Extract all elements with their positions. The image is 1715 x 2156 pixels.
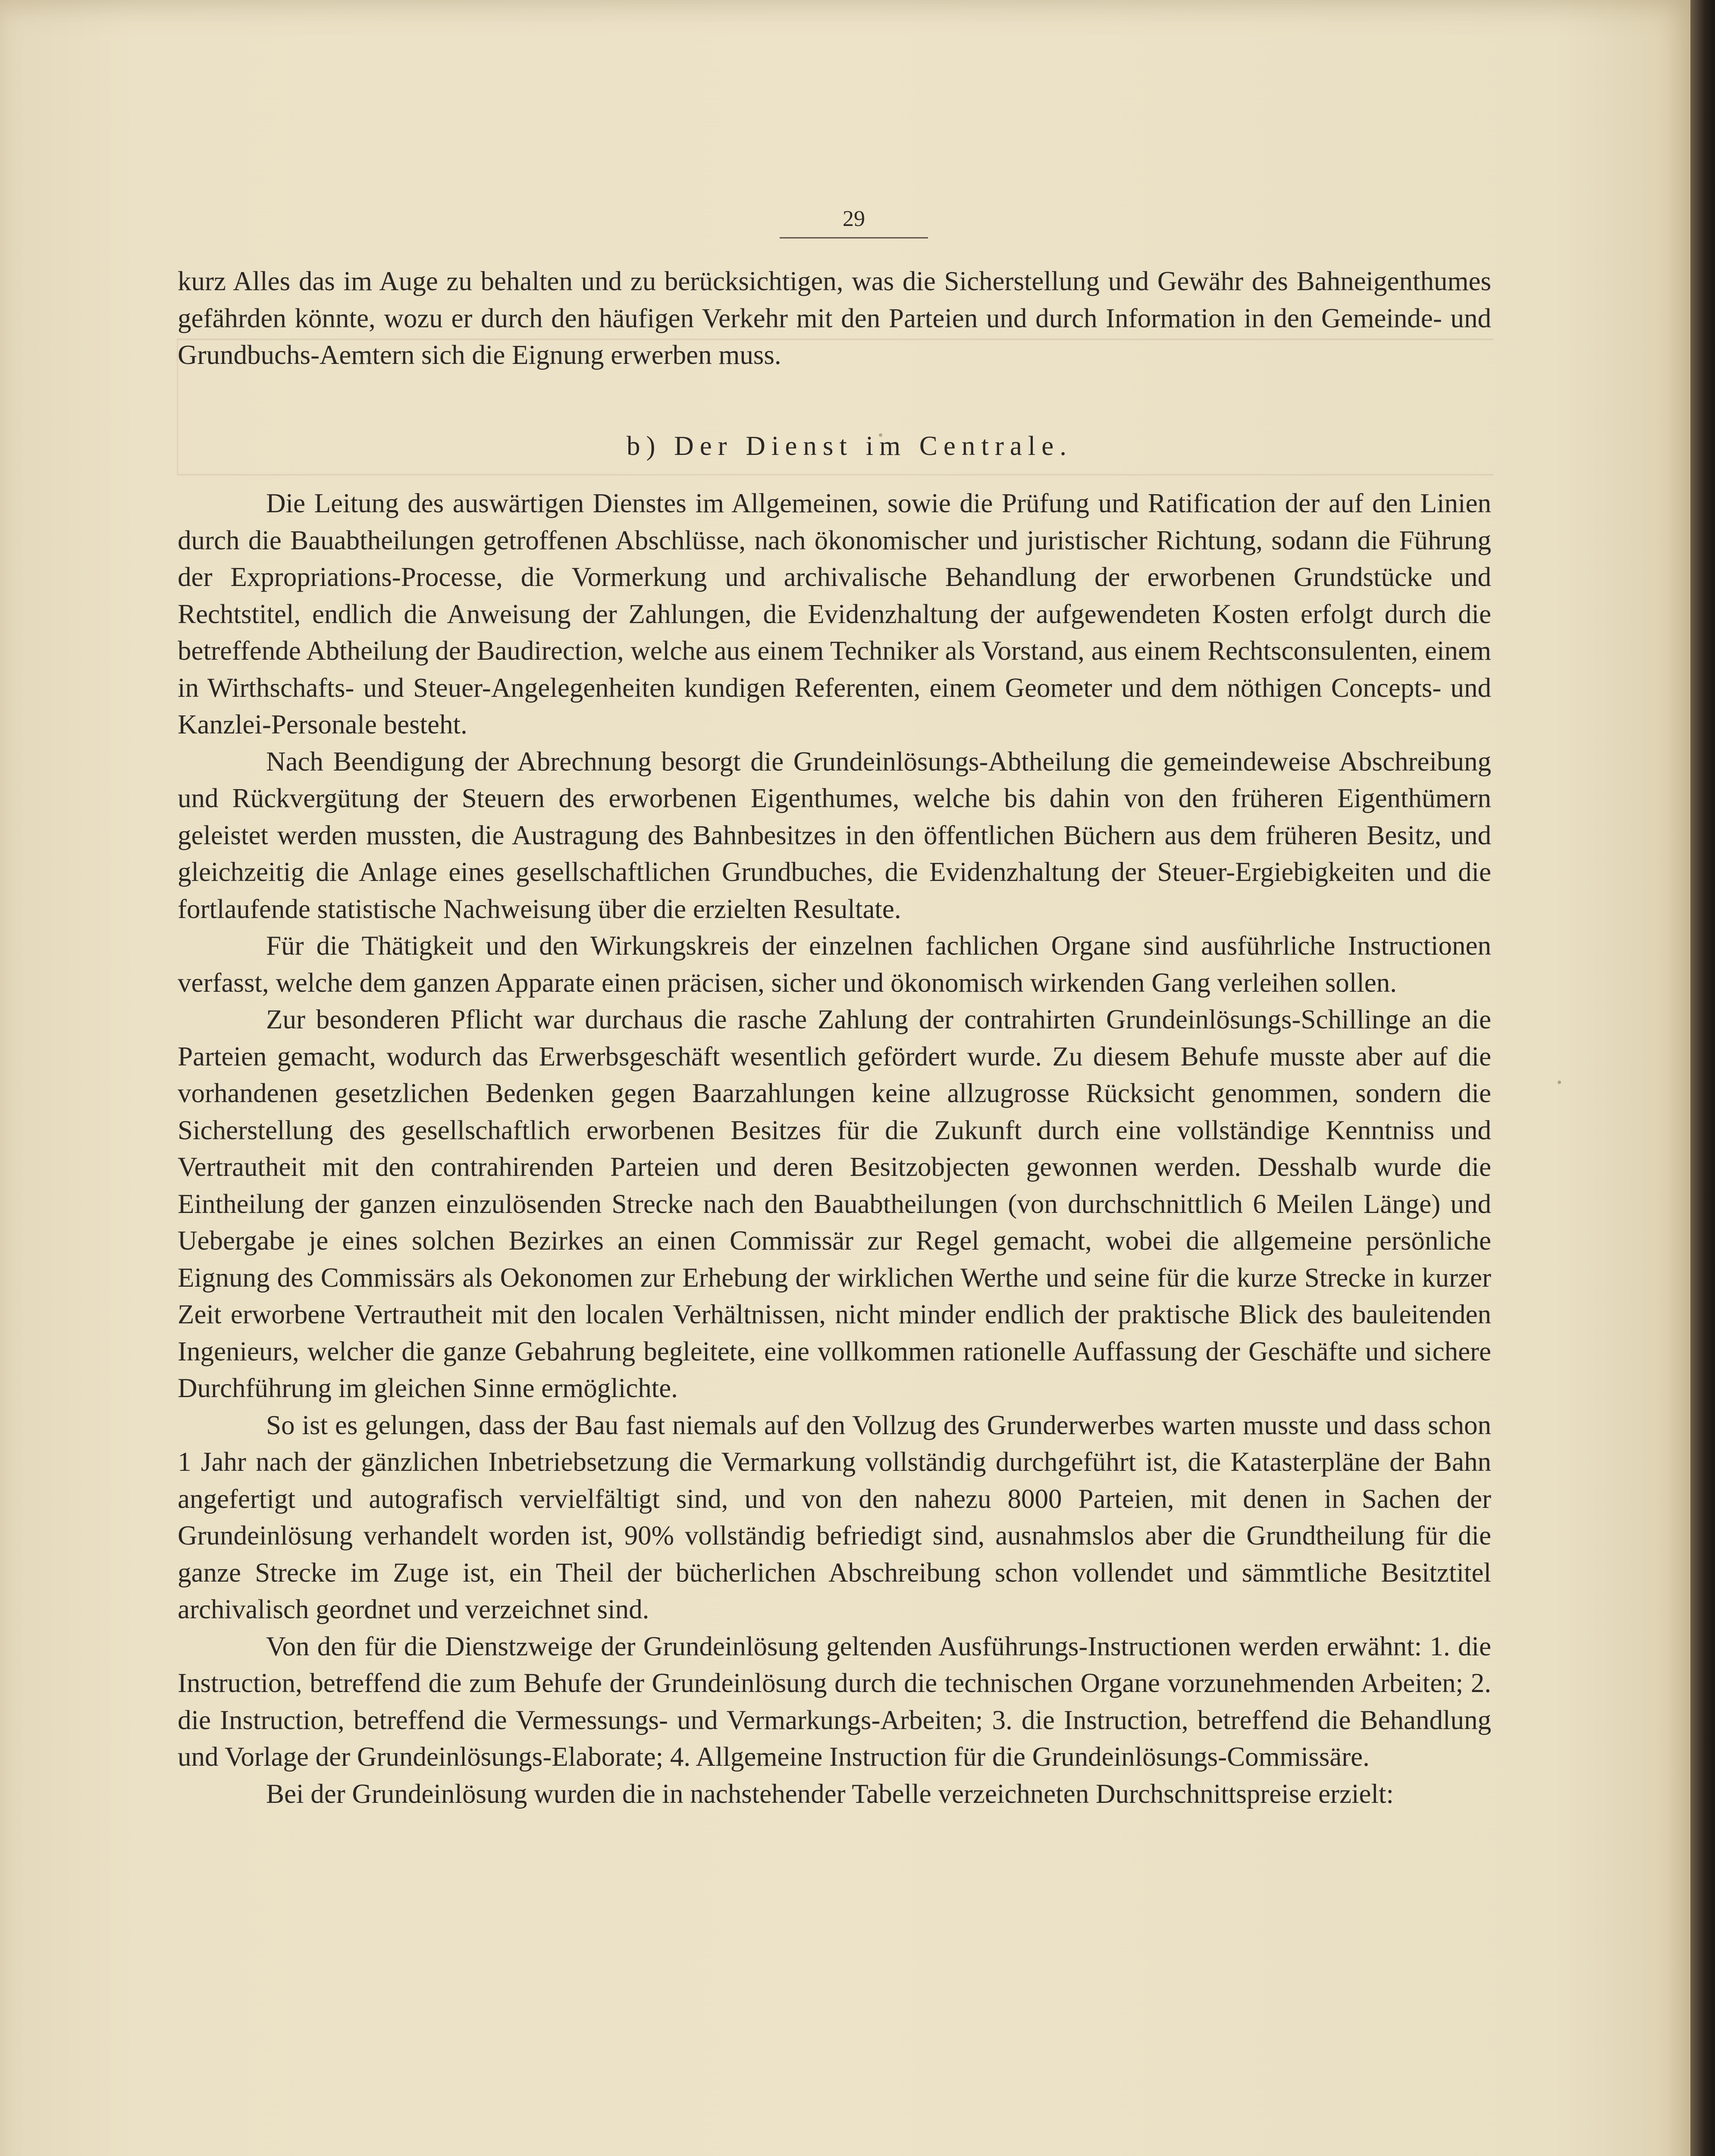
paragraph: Für die Thätigkeit und den Wirkungskreis der einzelnen fachlichen Organe sind ausführliche Instructionen verfasst, welche dem ganzen Apparate einen präcisen, sicher und ökonomisch wirkenden Gang verleihen sollen. (178, 931, 1491, 998)
paper-speck (879, 433, 882, 437)
page-edge-shadow (1690, 0, 1715, 2156)
paragraph: Die Leitung des auswärtigen Dienstes im Allgemeinen, sowie die Prüfung und Ratification der auf den Linien durch die Bauabtheilungen getroffenen Abschlüsse, nach ökonomischer und juristischer Richtung, sodann die Führung der Expropriations-Processe, die Vormerkung und archivalische Behandlung der erworbenen Grundstücke und Rechtstitel, endlich die Anweisung der Zahlungen, die Evidenzhaltung der aufgewendeten Kosten erfolgt durch die betreffende Abtheilung der Baudirection, welche aus einem Techniker als Vorstand, aus einem Rechtsconsulenten, einem in Wirthschafts- und Steuer-Angelegenheiten kundigen Referenten, einem Geometer und dem nöthigen Concepts- und Kanzlei-Personale besteht. (178, 488, 1491, 740)
paragraph: Nach Beendigung der Abrechnung besorgt die Grundeinlösungs-Abtheilung die gemeindeweise Abschreibung und Rückvergütung der Steuern des erworbenen Eigenthumes, welche bis dahin von den früheren Eigenthümern geleistet werden mussten, die Austragung des Bahnbesitzes in den öffentlichen Büchern aus dem früheren Besitz, und gleichzeitig die Anlage eines gesellschaftlichen Grundbuches, die Evidenzhaltung der Steuer-Ergiebigkeiten und die fortlaufende statistische Nachweisung über die erzielten Resultate. (178, 746, 1491, 924)
paragraph: Von den für die Dienstzweige der Grundeinlösung geltenden Ausführungs-Instructionen werden erwähnt: 1. die Instruction, betreffend die zum Behufe der Grundeinlösung durch die technischen Organe vorzunehmenden Arbeiten; 2. die Instruction, betreffend die Vermessungs- und Vermarkungs-Arbeiten; 3. die Instruction, betreffend die Behandlung und Vorlage der Grundeinlösungs-Elaborate; 4. Allgemeine Instruction für die Grundeinlösungs-Commissäre. (178, 1631, 1491, 1772)
paragraph: Zur besonderen Pflicht war durchaus die rasche Zahlung der contrahirten Grundeinlösungs-Schillinge an die Parteien gemacht, wodurch das Erwerbsgeschäft wesentlich gefördert wurde. Zu diesem Behufe musste aber auf die vorhandenen gesetzlichen Bedenken gegen Baarzahlungen keine allzugrosse Rücksicht genommen, sondern die Sicherstellung des gesellschaftlich erworbenen Besitzes für die Zukunft durch eine vollständige Kenntniss und Vertrautheit mit den contrahirenden Parteien und deren Besitzobjecten gewonnen werden. Desshalb wurde die Eintheilung der ganzen einzulösenden Strecke nach den Bauabtheilungen (von durchschnittlich 6 Meilen Länge) und Uebergabe je eines solchen Bezirkes an einen Commissär zur Regel gemacht, wobei die allgemeine persönliche Eignung des Commissärs als Oekonomen zur Erhebung der wirklichen Werthe und seine für die kurze Strecke in kurzer Zeit erworbene Vertrautheit mit den localen Verhältnissen, nicht minder endlich der praktische Blick des bauleitenden Ingenieurs, welcher die ganze Gebahrung begleitete, eine vollkommen rationelle Auffassung der Geschäfte und sichere Durchführung im gleichen Sinne ermöglichte. (178, 1004, 1491, 1403)
page-number-rule (780, 237, 928, 238)
page-number: 29 (843, 207, 865, 231)
paragraph-continued: kurz Alles das im Auge zu behalten und zu berücksichtigen, was die Sicherstellung und Gewähr des Bahneigenthumes gefährden könnte, wozu er durch den häufigen Verkehr mit den Parteien und durch Information in den Gemeinde- und Grundbuchs-Aemtern sich die Eignung erwerben muss. (178, 266, 1491, 370)
paper-speck (1558, 1081, 1561, 1084)
paragraph: So ist es gelungen, dass der Bau fast niemals auf den Vollzug des Grunderwerbes warten musste und dass schon 1 Jahr nach der gänzlichen Inbetriebsetzung die Vermarkung vollständig durchgeführt ist, die Katasterpläne der Bahn angefertigt und autografisch vervielfältigt sind, und von den nahezu 8000 Parteien, mit denen in Sachen der Grundeinlösung verhandelt worden ist, 90% vollständig befriedigt sind, ausnahmslos aber die Grundtheilung für die ganze Strecke im Zuge ist, ein Theil der bücherlichen Abschreibung schon vollendet und sämmtliche Besitztitel archivalisch geordnet und verzeichnet sind. (178, 1410, 1491, 1624)
body-text (178, 263, 1491, 1812)
section-heading: b) Der Dienst im Centrale. (626, 430, 1073, 461)
paragraph: Bei der Grundeinlösung wurden die in nachstehender Tabelle verzeichneten Durchschnittspreise erzielt: (266, 1778, 1394, 1809)
